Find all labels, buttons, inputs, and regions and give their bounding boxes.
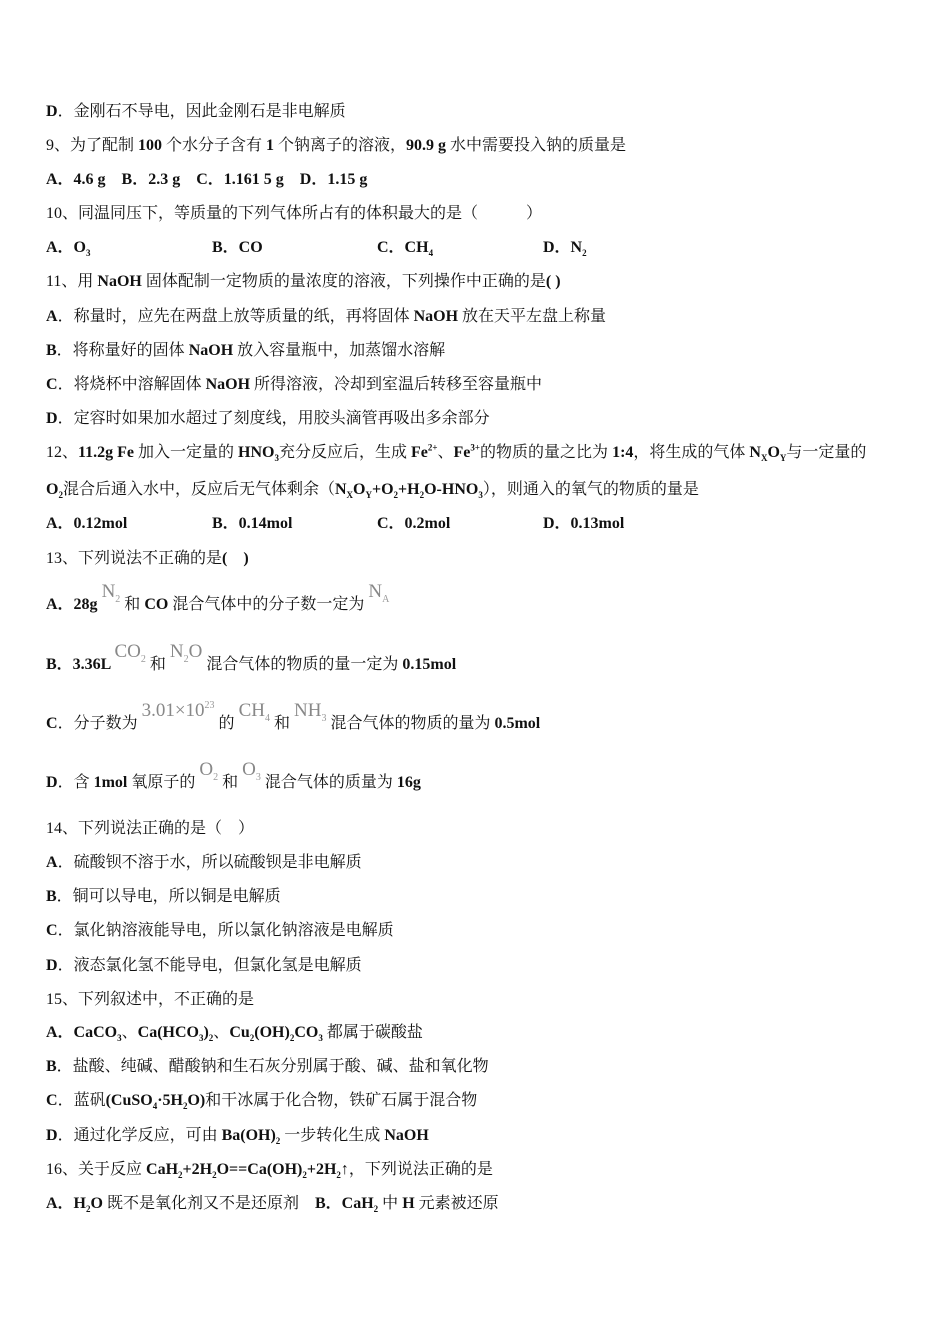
text-segment: C <box>46 715 58 732</box>
text-segment: A．O <box>46 239 87 256</box>
text-segment: 3+ <box>470 442 481 453</box>
text-segment: O==Ca(OH) <box>216 1161 303 1178</box>
text-segment: 个钠离子的溶液， <box>274 137 407 154</box>
text-segment: Fe <box>453 444 471 461</box>
text-segment: 2 <box>289 1033 295 1044</box>
text-segment: +2H <box>306 1161 337 1178</box>
text-segment: ．金刚石不导电，因此金刚石是非电解质 <box>57 103 346 120</box>
text-segment: ．定容时如果加水超过了刻度线，用胶头滴管再吸出多余部分 <box>57 410 490 427</box>
text-segment: O-HNO <box>424 481 479 498</box>
text-line <box>46 479 699 501</box>
text-segment: 3 <box>478 490 483 501</box>
formula-text: 23 <box>204 700 215 711</box>
text-segment: B．CO <box>212 239 263 256</box>
text-segment: NaOH <box>97 273 142 290</box>
text-segment: A <box>46 854 58 871</box>
text-segment: 90.9 g <box>406 137 447 154</box>
text-line <box>46 1022 423 1044</box>
text-segment: ．氯化钠溶液能导电，所以氯化钠溶液是电解质 <box>57 922 394 939</box>
text-segment: ，下列说法正确的是 <box>348 1161 493 1178</box>
text-segment: ．称量时，应先在两盘上放等质量的纸，再将固体 <box>57 308 414 325</box>
text-segment: ·5H <box>157 1092 183 1109</box>
answer-option <box>377 237 433 259</box>
formula-text: CO <box>114 641 141 662</box>
text-segment: 0.15mol <box>402 656 457 673</box>
text-segment: 2 <box>208 1033 214 1044</box>
text-segment: A．28g <box>46 596 102 613</box>
text-segment: 固体配制一定物质的量浓度的溶液，下列操作中正确的是 <box>141 273 546 290</box>
text-segment: X <box>760 453 768 464</box>
text-segment: 氧原子的 <box>127 774 200 791</box>
text-segment: 13、下列说法不正确的是 <box>46 550 223 567</box>
text-segment: B．CaH <box>314 1195 374 1212</box>
text-line <box>46 306 606 328</box>
text-line <box>46 818 254 840</box>
text-segment: 既不是氧化剂又不是还原剂 <box>102 1195 315 1212</box>
text-segment: ( ) <box>222 550 249 567</box>
text-segment: ．将烧杯中溶解固体 <box>57 376 206 393</box>
text-segment: CaH <box>146 1161 179 1178</box>
text-segment: 2 <box>212 1170 217 1181</box>
text-segment: D <box>46 1127 58 1144</box>
text-segment: 混合气体的物质的量一定为 <box>202 656 403 673</box>
text-segment: 个水分子含有 <box>162 137 267 154</box>
answer-option <box>377 513 450 535</box>
text-segment: C．0.2mol <box>377 515 451 532</box>
text-segment: ．硫酸钡不溶于水，所以硫酸钡是非电解质 <box>57 854 362 871</box>
text-line <box>46 1090 477 1112</box>
text-segment: 和干冰属于化合物，铁矿石属于混合物 <box>205 1092 478 1109</box>
formula-text: 3.01×10 <box>141 700 205 721</box>
answer-option <box>543 237 587 259</box>
text-segment: 9、为了配制 <box>46 137 139 154</box>
text-segment: Ba(OH) <box>221 1127 276 1144</box>
text-segment: 4 <box>152 1101 158 1112</box>
text-segment: 3 <box>274 453 279 464</box>
text-segment: 中 <box>378 1195 403 1212</box>
answer-option <box>543 513 624 535</box>
formula-text: 2 <box>183 654 189 665</box>
text-segment: 11、用 <box>46 273 98 290</box>
text-segment: X <box>346 490 354 501</box>
text-segment: 100 <box>138 137 163 154</box>
text-segment: Cu <box>229 1024 250 1041</box>
text-segment: 3 <box>198 1033 204 1044</box>
text-segment: CO <box>144 596 169 613</box>
text-segment: 的物质的量之比为 <box>480 444 613 461</box>
text-segment: 1mol <box>93 774 128 791</box>
text-segment: (CuSO <box>105 1092 153 1109</box>
text-segment: +O <box>371 481 394 498</box>
text-segment: 2 <box>178 1170 183 1181</box>
formula-text: CH <box>238 700 265 721</box>
text-segment: 混合气体的质量为 <box>260 774 397 791</box>
text-segment: 0.5mol <box>494 715 541 732</box>
text-segment: 、 <box>437 444 454 461</box>
text-segment: O <box>90 1195 103 1212</box>
text-segment: HNO <box>238 444 275 461</box>
formula-text: O <box>242 759 256 780</box>
text-segment: 2 <box>86 1204 91 1215</box>
text-segment: 加入一定量的 <box>134 444 239 461</box>
text-segment: 1 <box>266 137 275 154</box>
text-segment: 11.2g Fe <box>78 444 135 461</box>
text-segment: 2 <box>393 490 399 501</box>
text-segment: A．CaCO <box>46 1024 118 1041</box>
text-line <box>46 759 421 793</box>
answer-option <box>46 513 127 535</box>
text-line <box>46 374 542 396</box>
text-segment: D <box>46 957 58 974</box>
text-segment: A．0.12mol <box>46 515 128 532</box>
text-segment: D．N <box>543 239 583 256</box>
text-segment: D <box>46 410 58 427</box>
text-segment: ) <box>203 1024 209 1041</box>
text-segment: ．蓝矾 <box>57 1092 106 1109</box>
text-segment: ．将称量好的固体 <box>56 342 189 359</box>
text-segment: O <box>46 481 59 498</box>
text-line <box>46 1125 429 1147</box>
formula-text: 2 <box>140 654 146 665</box>
text-segment: NaOH <box>384 1127 429 1144</box>
text-segment: 2 <box>336 1170 341 1181</box>
text-line <box>46 1159 493 1181</box>
text-line <box>46 101 346 123</box>
text-segment: 10、同温同压下，等质量的下列气体所占有的体积最大的是（ ） <box>46 205 543 222</box>
text-segment: 2 <box>373 1204 379 1215</box>
text-segment: 4 <box>428 248 434 259</box>
text-segment: A．4.6 g B．2.3 g C．1.161 5 g D．1.15 g <box>46 171 368 188</box>
text-segment: 12、 <box>46 444 79 461</box>
text-line <box>46 852 362 874</box>
text-segment: 2 <box>302 1170 307 1181</box>
formula-text: 3 <box>255 772 261 783</box>
text-segment: (OH) <box>254 1024 290 1041</box>
text-segment: B．0.14mol <box>212 515 293 532</box>
text-segment: 2 <box>249 1033 255 1044</box>
text-line <box>46 886 281 908</box>
answer-option <box>46 237 91 259</box>
text-segment: 放在天平左盘上称量 <box>458 308 607 325</box>
text-segment: 3 <box>318 1033 323 1044</box>
text-segment: 2+ <box>427 442 438 453</box>
formula-text: A <box>382 594 390 605</box>
text-segment: 水中需要投入钠的质量是 <box>446 137 627 154</box>
text-segment: Ca(HCO <box>137 1024 199 1041</box>
text-segment: 、 <box>121 1024 138 1041</box>
text-segment: +2H <box>182 1161 213 1178</box>
text-segment: O <box>353 481 366 498</box>
text-segment: D．0.13mol <box>543 515 625 532</box>
text-segment: 都属于碳酸盐 <box>322 1024 423 1041</box>
text-line <box>46 203 542 225</box>
text-segment: +H <box>398 481 420 498</box>
text-segment: O <box>767 444 780 461</box>
text-line <box>46 920 394 942</box>
text-segment: C．CH <box>377 239 429 256</box>
text-segment: A．H <box>46 1195 87 1212</box>
text-line <box>46 955 362 977</box>
text-segment: 与一定量的 <box>786 444 867 461</box>
text-segment: Y <box>365 490 372 501</box>
text-segment: ，将生成的气体 <box>633 444 750 461</box>
formula-text: 4 <box>264 713 270 724</box>
text-segment: 2 <box>419 490 425 501</box>
text-segment: ．盐酸、纯碱、醋酸钠和生石灰分别属于酸、碱、盐和氧化物 <box>56 1058 489 1075</box>
text-line <box>46 442 866 464</box>
text-segment: ．液态氯化氢不能导电，但氯化氢是电解质 <box>57 957 362 974</box>
text-segment: H <box>402 1195 415 1212</box>
text-segment: ↑ <box>340 1161 349 1178</box>
text-segment: C <box>46 376 58 393</box>
formula-text: 2 <box>213 772 219 783</box>
text-segment: C <box>46 1092 58 1109</box>
text-segment: ( ) <box>545 273 561 290</box>
text-segment: A <box>46 308 58 325</box>
text-segment: B <box>46 1058 57 1075</box>
text-segment: 2 <box>182 1101 188 1112</box>
text-line <box>46 1193 499 1215</box>
text-segment: 混合后通入水中，反应后无气体剩余（ <box>62 481 335 498</box>
text-segment: NaOH <box>413 308 459 325</box>
formula-text: 2 <box>115 594 121 605</box>
text-segment: 混合气体的物质的量为 <box>326 715 495 732</box>
text-segment: 3 <box>117 1033 122 1044</box>
text-segment: D <box>46 103 58 120</box>
text-line <box>46 135 626 157</box>
text-segment: 充分反应后，生成 <box>278 444 411 461</box>
text-segment: B <box>46 888 57 905</box>
formula-text: O <box>199 759 214 780</box>
formula-text: N <box>368 581 383 602</box>
text-line <box>46 1056 489 1078</box>
text-line <box>46 271 561 293</box>
text-segment: 14、下列说法正确的是（ ） <box>46 820 255 837</box>
text-segment: ．分子数为 <box>57 715 142 732</box>
text-segment: 和 <box>120 596 145 613</box>
text-segment: 和 <box>269 715 294 732</box>
text-line <box>46 641 457 675</box>
text-segment: 1:4 <box>612 444 634 461</box>
text-segment: ．铜可以导电，所以铜是电解质 <box>56 888 281 905</box>
text-line <box>46 548 249 570</box>
text-segment: 和 <box>145 656 170 673</box>
text-segment: 16、关于反应 <box>46 1161 147 1178</box>
text-line <box>46 340 445 362</box>
text-segment: ），则通入的氧气的物质的量是 <box>482 481 699 498</box>
text-segment: 放入容量瓶中，加蒸馏水溶解 <box>233 342 446 359</box>
text-segment: C <box>46 922 58 939</box>
text-segment: N <box>749 444 761 461</box>
formula-text: O <box>188 641 203 662</box>
text-segment: CO <box>294 1024 319 1041</box>
text-segment: ．含 <box>57 774 94 791</box>
text-line <box>46 581 390 615</box>
text-segment: 2 <box>275 1136 281 1147</box>
text-segment: 、 <box>213 1024 230 1041</box>
text-line <box>46 408 490 430</box>
formula-text: 3 <box>321 713 327 724</box>
text-segment: 15、下列叙述中，不正确的是 <box>46 991 255 1008</box>
text-segment: 混合气体中的分子数一定为 <box>168 596 369 613</box>
text-line <box>46 169 367 191</box>
text-segment: B <box>46 342 57 359</box>
text-segment: 和 <box>218 774 243 791</box>
text-segment: 所得溶液，冷却到室温后转移至容量瓶中 <box>250 376 543 393</box>
answer-option <box>212 237 263 259</box>
text-segment: 的 <box>214 715 239 732</box>
text-segment: 元素被还原 <box>414 1195 499 1212</box>
formula-text: N <box>169 641 184 662</box>
text-segment: 一步转化生成 <box>280 1127 385 1144</box>
text-segment: B．3.36L <box>46 656 115 673</box>
text-segment: Y <box>779 453 787 464</box>
text-segment: N <box>334 481 347 498</box>
text-segment: ．通过化学反应，可由 <box>57 1127 222 1144</box>
text-segment: D <box>46 774 58 791</box>
text-segment: 2 <box>58 490 63 501</box>
formula-text: NH <box>293 700 322 721</box>
text-segment: 3 <box>86 248 91 259</box>
text-segment: 16g <box>396 774 421 791</box>
text-segment: Fe <box>411 444 428 461</box>
text-segment: NaOH <box>205 376 251 393</box>
formula-text: N <box>101 581 116 602</box>
text-segment: NaOH <box>188 342 234 359</box>
text-segment: 2 <box>582 248 587 259</box>
text-segment: O) <box>187 1092 206 1109</box>
text-line <box>46 989 254 1011</box>
answer-option <box>212 513 292 535</box>
